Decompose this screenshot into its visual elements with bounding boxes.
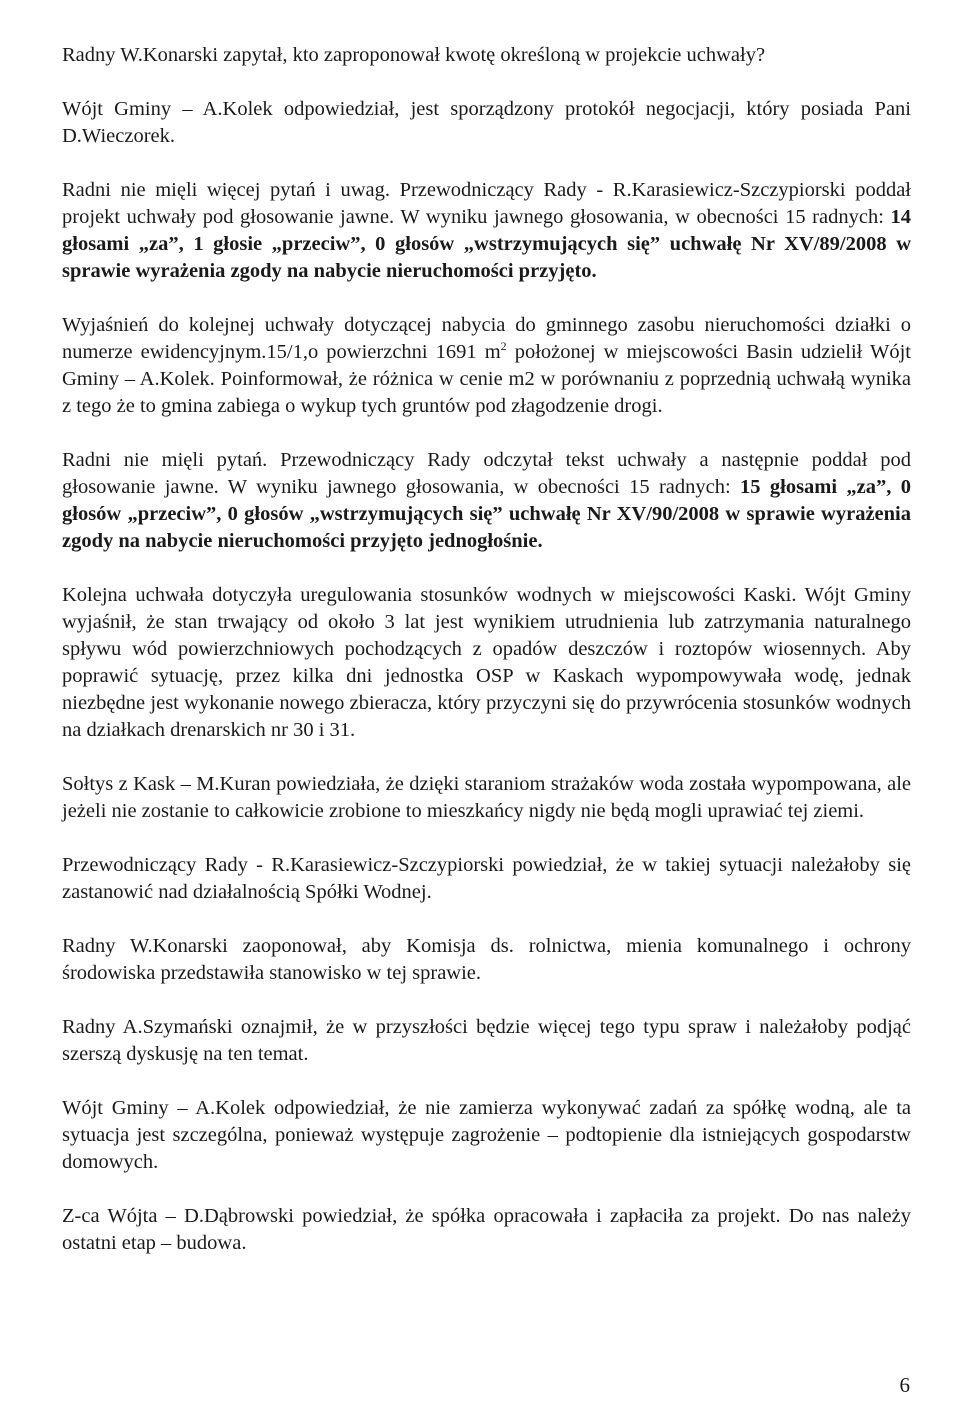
text-run: Radni nie mięli więcej pytań i uwag. Przewodniczący Rady - R.Karasiewicz-Szczypiorski poddał projekt uchwały pod głosowanie jawne. W wyniku jawnego głosowania, w obecności 15 radnych: — [62, 179, 911, 228]
bold-text: 15 głosami „za”, 0 głosów „przeciw”, 0 głosów „wstrzymujących się” uchwałę Nr XV/90/2008 w sprawie wyrażenia zgody na nabycie nieruchomości przyjęto jednogłośnie. — [62, 476, 911, 552]
paragraph — [62, 582, 911, 744]
paragraph — [62, 771, 911, 825]
paragraph — [62, 447, 911, 555]
text-run: położonej w miejscowości Basin udzielił Wójt Gminy – A.Kolek. Poinformował, że różnica w cenie m2 w porównaniu z poprzednią uchwałą wynika z tego że to gmina zabiega o wykup tych gruntów pod złagodzenie drogi. — [62, 341, 911, 417]
document-body — [62, 42, 911, 1284]
page-number: 6 — [899, 1373, 910, 1397]
text-run: Wyjaśnień do kolejnej uchwały dotyczącej nabycia do gminnego zasobu nieruchomości działki o numerze ewidencyjnym.15/1,o powierzchni 1691 m — [62, 314, 911, 363]
paragraph — [62, 96, 911, 150]
paragraph — [62, 42, 911, 69]
paragraph — [62, 312, 911, 420]
text-run: Z-ca Wójta – D.Dąbrowski powiedział, że spółka opracowała i zapłaciła za projekt. Do nas należy ostatni etap – budowa. — [62, 1205, 911, 1254]
paragraph — [62, 852, 911, 906]
superscript-text: 2 — [500, 339, 507, 354]
text-run: Radny W.Konarski zaoponował, aby Komisja ds. rolnictwa, mienia komunalnego i ochrony środowiska przedstawiła stanowisko w tej sprawie. — [62, 935, 911, 984]
paragraph — [62, 177, 911, 285]
paragraph — [62, 1095, 911, 1176]
text-run: Wójt Gminy – A.Kolek odpowiedział, jest sporządzony protokół negocjacji, który posiada Pani D.Wieczorek. — [62, 98, 911, 147]
text-run: Radny A.Szymański oznajmił, że w przyszłości będzie więcej tego typu spraw i należałoby podjąć szerszą dyskusję na ten temat. — [62, 1016, 911, 1065]
text-run: Przewodniczący Rady - R.Karasiewicz-Szczypiorski powiedział, że w takiej sytuacji należałoby się zastanowić nad działalnością Spółki Wodnej. — [62, 854, 911, 903]
paragraph — [62, 1203, 911, 1257]
text-run: Radni nie mięli pytań. Przewodniczący Rady odczytał tekst uchwały a następnie poddał pod głosowanie jawne. W wyniku jawnego głosowania, w obecności 15 radnych: — [62, 449, 911, 498]
text-run: Wójt Gminy – A.Kolek odpowiedział, że nie zamierza wykonywać zadań za spółkę wodną, ale ta sytuacja jest szczególna, ponieważ występuje zagrożenie – podtopienie dla istniejących gospodarstw domowych. — [62, 1097, 911, 1173]
paragraph — [62, 933, 911, 987]
bold-text: 14 głosami „za”, 1 głosie „przeciw”, 0 głosów „wstrzymujących się” uchwałę Nr XV/89/2008 w sprawie wyrażenia zgody na nabycie nieruchomości przyjęto. — [62, 206, 911, 282]
paragraph — [62, 1014, 911, 1068]
text-run: Sołtys z Kask – M.Kuran powiedziała, że dzięki staraniom strażaków woda została wypompowana, ale jeżeli nie zostanie to całkowicie zrobione to mieszkańcy nigdy nie będą mogli uprawiać tej ziemi. — [62, 773, 911, 822]
text-run: Kolejna uchwała dotyczyła uregulowania stosunków wodnych w miejscowości Kaski. Wójt Gminy wyjaśnił, że stan trwający od około 3 lat jest wynikiem utrudnienia lub zatrzymania naturalnego spływu wód powierzchniowych pochodzących z opadów deszczów i roztopów wiosennych. Aby poprawić sytuację, przez kilka dni jednostka OSP w Kaskach wypompowywała wodę, jednak niezbędne jest wykonanie nowego zbieracza, który przyczyni się do przywrócenia stosunków wodnych na działkach drenarskich nr 30 i 31. — [62, 584, 911, 741]
text-run: Radny W.Konarski zapytał, kto zaproponował kwotę określoną w projekcie uchwały? — [62, 44, 766, 66]
